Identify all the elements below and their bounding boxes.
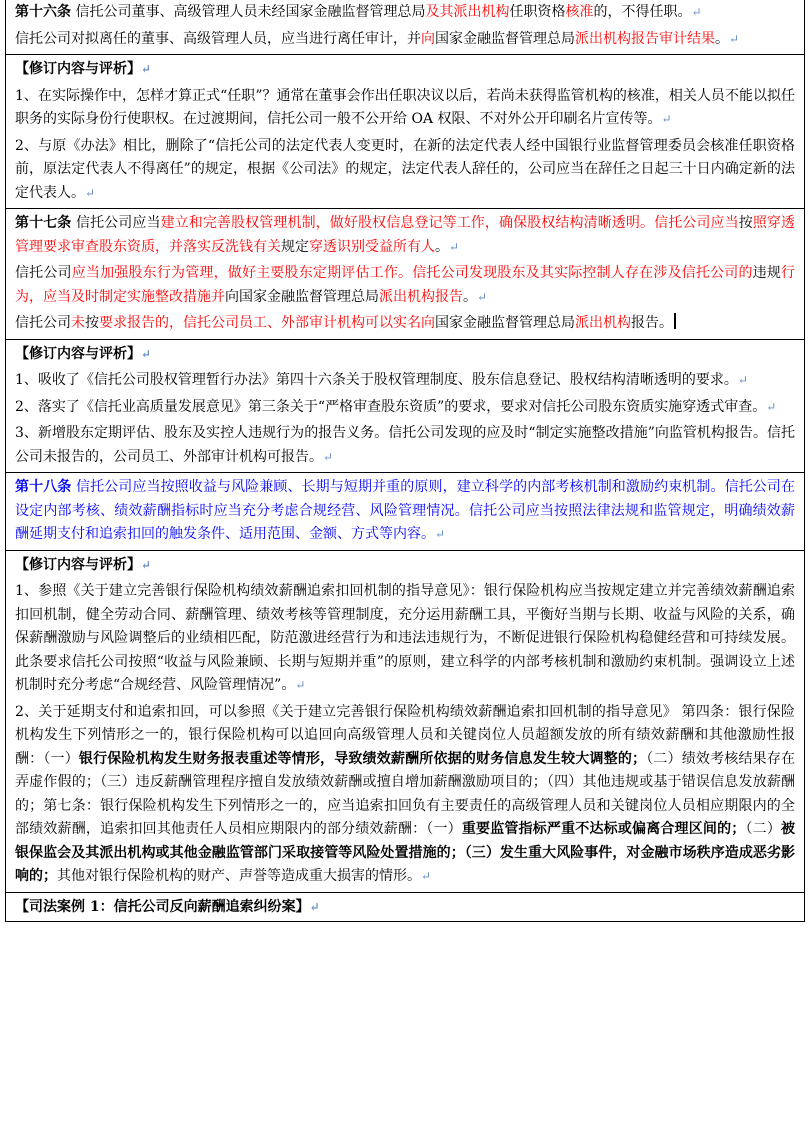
paragraph-mark-icon: ↵	[141, 62, 152, 76]
article-17-para-2: 信托公司应当加强股东行为管理，做好主要股东定期评估工作。信托公司发现股东及其实际控制人存在涉及信托公司的违规行为，应当及时制定实施整改措施并向国家金融监督管理总局派出机构报告。↵	[15, 265, 796, 305]
revision-item: 1、吸收了《信托公司股权管理暂行办法》第四十六条关于股权管理制度、股东信息登记、股权结构清晰透明的要求。↵	[15, 372, 748, 388]
article-16-label: 第十六条	[15, 4, 71, 20]
paragraph-mark-icon: ↵	[477, 289, 488, 304]
paragraph-mark-icon: ↵	[295, 678, 306, 692]
article-18-para: 第十八条 信托公司应当按照收益与风险兼顾、长期与短期并重的原则，建立科学的内部考核机制和激励约束机制。信托公司在设定内部考核、绩效薪酬指标时应当充分考虑合规经营、风险管理情况。信托公司应当按照法律法规和监管规定，明确绩效薪酬延期支付和追索扣回的触发条件、适用范围、金额、方式等内容。↵	[15, 479, 796, 542]
paragraph-mark-icon: ↵	[309, 899, 320, 914]
revision-item: 1、在实际操作中，怎样才算正式“任职”？通常在董事会作出任职决议以后，若尚未获得监管机构的核准，相关人员不能以拟任职务的实际身份行使职权。在过渡期间，信托公司一般不公开给 OA 权限、不对外公开印刷名片宣传等。↵	[15, 87, 795, 127]
article-17-box	[5, 209, 805, 340]
paragraph-mark-icon: ↵	[729, 31, 740, 46]
paragraph-mark-icon: ↵	[435, 527, 446, 541]
revision-item: 2、关于延期支付和追索扣回，可以参照《关于建立完善银行保险机构绩效薪酬追索扣回机制的指导意见》 第四条：银行保险机构发生下列情形之一的，银行保险机构可以追回向高级管理人员和关键岗位人员超额发放的所有绩效薪酬和其他激励性报酬：（一）银行保险机构发生财务报表重述等情形，导致绩效薪酬所依据的财务信息发生较大调整的；（二）绩效考核结果存在弄虚作假的；（三）违反薪酬管理程序擅自发放绩效薪酬或擅自增加薪酬激励项目的；（四）其他违规或基于错误信息发放薪酬的；第七条：银行保险机构发生下列情形之一的，应当追索扣回负有主要责任的高级管理人员和关键岗位人员相应期限内的全部绩效薪酬，追索扣回其他责任人员相应期限内的部分绩效薪酬：（一）重要监管指标严重不达标或偏离合理区间的；（二）被银保监会及其派出机构或其他金融监管部门采取接管等风险处置措施的；（三）发生重大风险事件，对金融市场秩序造成恶劣影响的；其他对银行保险机构的财产、声誉等造成重大损害的情形。↵	[15, 703, 796, 884]
revision-title: 【修订内容与评析】↵	[15, 345, 152, 362]
paragraph-mark-icon: ↵	[323, 449, 334, 464]
paragraph-mark-icon: ↵	[766, 399, 777, 414]
case-box	[5, 893, 805, 922]
article-17-para-1: 第十七条 信托公司应当建立和完善股权管理机制，做好股权信息登记等工作，确保股权结构清晰透明。信托公司应当按照穿透管理要求审查股东资质，并落实反洗钱有关规定穿透识别受益所有人。↵	[15, 215, 796, 255]
paragraph-mark-icon: ↵	[141, 557, 152, 572]
revision-box-3	[5, 551, 805, 893]
paragraph-mark-icon: ↵	[421, 869, 432, 883]
revision-item: 3、新增股东定期评估、股东及实控人违规行为的报告义务。信托公司发现的应及时“制定实施整改措施”向监管机构报告。信托公司未报告的，公司员工、外部审计机构可报告。↵	[15, 425, 795, 465]
article-18-label: 第十八条	[15, 479, 72, 495]
article-16-para-2: 信托公司对拟离任的董事、高级管理人员，应当进行离任审计，并向国家金融监督管理总局派出机构报告审计结果。↵	[15, 30, 740, 47]
revision-item: 1、参照《关于建立完善银行保险机构绩效薪酬追索扣回机制的指导意见》：银行保险机构应当按规定建立并完善绩效薪酬追索扣回机制，健全劳动合同、薪酬管理、绩效考核等管理制度，充分运用薪酬工具，平衡好当期与长期、收益与风险的关系，确保薪酬激励与风险调整后的业绩相匹配，防范激进经营行为和违法违规行为，不断促进银行保险机构稳健经营和可持续发展。此条要求信托公司按照“收益与风险兼顾、长期与短期并重”的原则，建立科学的内部考核机制和激励约束机制。强调设立上述机制时充分考虑“合规经营、风险管理情况”。↵	[15, 583, 795, 693]
article-18-box	[5, 473, 805, 551]
revision-title: 【修订内容与评析】↵	[15, 61, 152, 77]
paragraph-mark-icon: ↵	[737, 373, 748, 387]
paragraph-mark-icon: ↵	[141, 346, 152, 361]
paragraph-mark-icon: ↵	[661, 112, 672, 126]
case-title: 【司法案例 1：信托公司反向薪酬追索纠纷案】↵	[15, 898, 320, 915]
article-16-para-1: 第十六条 信托公司董事、高级管理人员未经国家金融监督管理总局及其派出机构任职资格核准的，不得任职。↵	[15, 4, 702, 20]
revision-box-2	[5, 340, 805, 474]
paragraph-mark-icon: ↵	[449, 239, 460, 254]
article-17-label: 第十七条	[15, 215, 72, 231]
paragraph-mark-icon: ↵	[85, 185, 96, 200]
document-page	[5, 0, 805, 922]
article-17-para-3: 信托公司未按要求报告的，信托公司员工、外部审计机构可以实名向国家金融监督管理总局派出机构报告。	[15, 312, 795, 336]
text-cursor	[674, 313, 676, 329]
paragraph-mark-icon: ↵	[691, 5, 702, 19]
revision-title: 【修订内容与评析】↵	[15, 556, 152, 573]
revision-item: 2、与原《办法》相比，删除了“信托公司的法定代表人变更时，在新的法定代表人经中国银行业监督管理委员会核准任职资格前，原法定代表人不得离任”的规定，根据《公司法》的规定，法定代表人辞任的，公司应当在辞任之日起三十日内确定新的法定代表人。↵	[15, 137, 795, 201]
revision-item: 2、落实了《信托业高质量发展意见》第三条关于“严格审查股东资质”的要求，要求对信托公司股东资质实施穿透式审查。↵	[15, 398, 777, 415]
article-16-box	[5, 0, 805, 55]
revision-box-1	[5, 55, 805, 209]
